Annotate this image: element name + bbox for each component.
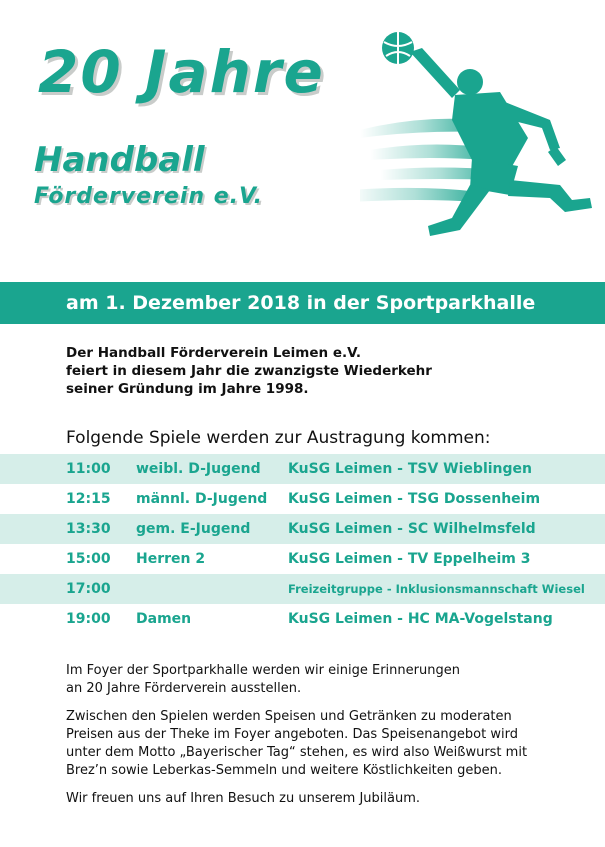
club-title-handball: Handball <box>34 140 205 180</box>
intro-text <box>66 344 546 398</box>
game-time: 11:00 <box>66 461 111 477</box>
game-time: 17:00 <box>66 581 111 597</box>
schedule-row <box>0 544 605 574</box>
text-line: unter dem Motto „Bayerischer Tag“ stehen, es wird also Weißwurst mit <box>66 745 528 760</box>
text-line: Preisen aus der Theke im Foyer angeboten. Das Speisenangebot wird <box>66 727 518 742</box>
game-schedule <box>0 454 605 634</box>
text-line: Zwischen den Spielen werden Speisen und Getränken zu moderaten <box>66 709 512 724</box>
handball-ball-icon <box>382 32 414 64</box>
intro-line: seiner Gründung im Jahre 1998. <box>66 381 309 397</box>
game-time: 13:30 <box>66 521 111 537</box>
foyer-paragraph <box>66 662 596 698</box>
anniversary-title: 20 Jahre <box>38 38 325 106</box>
game-team: gem. E-Jugend <box>136 521 251 537</box>
game-team: männl. D-Jugend <box>136 491 268 507</box>
intro-line: Der Handball Förderverein Leimen e.V. <box>66 345 361 361</box>
game-team: Damen <box>136 611 192 627</box>
schedule-row <box>0 574 605 604</box>
text-line: Im Foyer der Sportparkhalle werden wir einige Erinnerungen <box>66 663 460 678</box>
game-match: Freizeitgruppe - Inklusionsmannschaft Wiesel <box>288 582 585 596</box>
date-location-banner: am 1. Dezember 2018 in der Sportparkhalle <box>0 282 605 324</box>
footer-text <box>66 662 596 818</box>
food-paragraph <box>66 708 596 780</box>
closing-paragraph <box>66 790 596 808</box>
schedule-row <box>0 454 605 484</box>
text-line: an 20 Jahre Förderverein ausstellen. <box>66 681 302 696</box>
schedule-row <box>0 514 605 544</box>
game-match: KuSG Leimen - TSG Dossenheim <box>288 491 541 507</box>
game-match: KuSG Leimen - TV Eppelheim 3 <box>288 551 531 567</box>
game-match: KuSG Leimen - TSV Wieblingen <box>288 461 532 477</box>
game-time: 12:15 <box>66 491 111 507</box>
game-team: Herren 2 <box>136 551 206 567</box>
game-match: KuSG Leimen - HC MA-Vogelstang <box>288 611 553 627</box>
game-time: 19:00 <box>66 611 111 627</box>
games-heading: Folgende Spiele werden zur Austragung kommen: <box>66 428 491 448</box>
schedule-row <box>0 604 605 634</box>
text-line: Wir freuen uns auf Ihren Besuch zu unserem Jubiläum. <box>66 791 420 806</box>
player-silhouette <box>410 48 592 236</box>
club-title-foerderverein: Förderverein e.V. <box>34 184 263 209</box>
game-match: KuSG Leimen - SC Wilhelmsfeld <box>288 521 536 537</box>
game-time: 15:00 <box>66 551 111 567</box>
game-team: weibl. D-Jugend <box>136 461 261 477</box>
handball-player-illustration <box>360 20 600 240</box>
text-line: Brez’n sowie Leberkas-Semmeln und weitere Köstlichkeiten geben. <box>66 763 503 778</box>
schedule-row <box>0 484 605 514</box>
intro-line: feiert in diesem Jahr die zwanzigste Wiederkehr <box>66 363 432 379</box>
